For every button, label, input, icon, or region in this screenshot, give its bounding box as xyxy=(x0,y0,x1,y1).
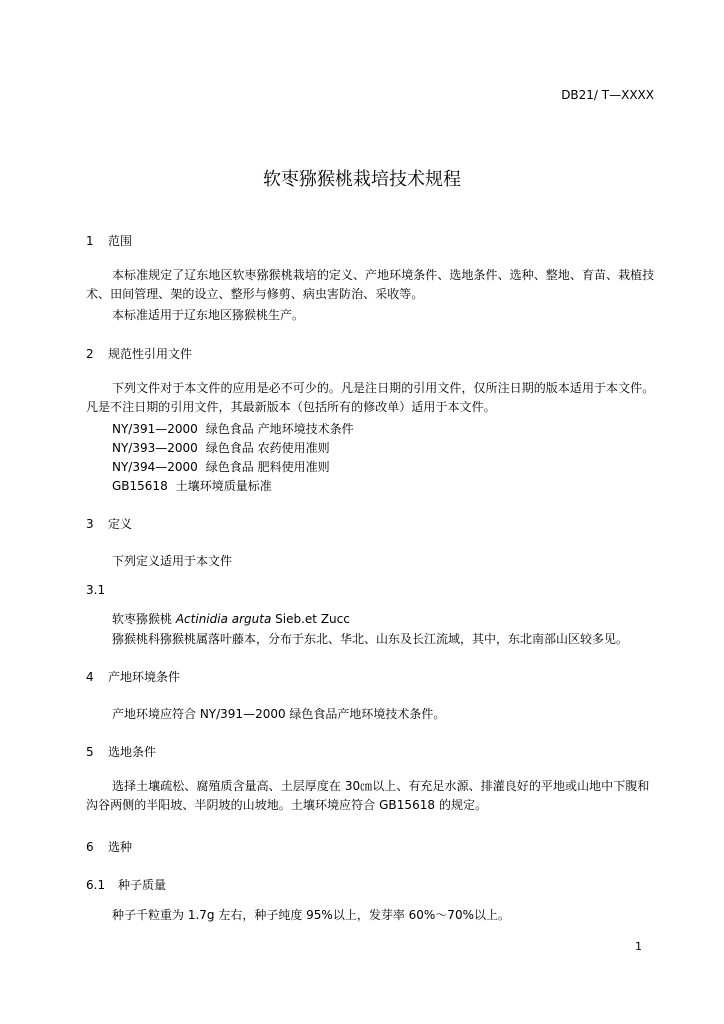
subsection-number: 6.1 xyxy=(86,878,106,892)
subsection-heading-seed-quality xyxy=(86,876,166,893)
section-heading-scope xyxy=(86,232,132,249)
paragraph-environment: 产地环境应符合 NY/391—2000 绿色食品产地环境技术条件。 xyxy=(112,707,446,721)
section-number: 2 xyxy=(86,347,94,361)
term-latin: Actinidia arguta xyxy=(175,612,272,626)
section-number: 3 xyxy=(86,517,94,531)
paragraph-site-selection: 选择土壤疏松、腐殖质含量高、土层厚度在 30㎝以上、有充足水源、排灌良好的平地或山地中下腹和沟谷两侧的半阳坡、半阴坡的山坡地。土壤环境应符合 GB15618 的规定。 xyxy=(86,779,650,812)
section-number: 1 xyxy=(86,234,94,248)
section-heading-site-selection xyxy=(86,743,156,760)
section-title: 规范性引用文件 xyxy=(108,347,193,361)
subsection-number: 3.1 xyxy=(86,583,106,597)
reference-item: NY/393—2000 绿色食品 农药使用准则 xyxy=(112,441,330,455)
paragraph-seed-quality: 种子千粒重为 1.7g 左右，种子纯度 95%以上，发芽率 60%～70%以上。 xyxy=(112,908,510,922)
page-number: 1 xyxy=(635,940,642,953)
paragraph-definitions-intro: 下列定义适用于本文件 xyxy=(112,554,233,568)
document-code: DB21/ T—XXXX xyxy=(561,88,654,102)
reference-item: NY/391—2000 绿色食品 产地环境技术条件 xyxy=(112,422,354,436)
term-definition xyxy=(112,610,350,627)
section-title: 产地环境条件 xyxy=(108,670,181,684)
section-title: 选地条件 xyxy=(108,745,157,759)
paragraph-scope: 本标准规定了辽东地区软枣猕猴桃栽培的定义、产地环境条件、选地条件、选种、整地、育苗、栽植技术、田间管理、架的设立、整形与修剪、病虫害防治、采收等。 xyxy=(86,268,655,301)
term-description: 猕猴桃科猕猴桃属落叶藤本，分布于东北、华北、山东及长江流域，其中，东北南部山区较多见。 xyxy=(112,632,629,646)
term-author: Sieb.et Zucc xyxy=(275,612,350,626)
section-number: 4 xyxy=(86,670,94,684)
reference-item: NY/394—2000 绿色食品 肥料使用准则 xyxy=(112,460,330,474)
section-number: 6 xyxy=(86,840,94,854)
subsection-title: 种子质量 xyxy=(118,878,167,892)
section-heading-environment xyxy=(86,668,180,685)
document-title: 软枣猕猴桃栽培技术规程 xyxy=(263,169,461,190)
section-title: 范围 xyxy=(108,234,133,248)
section-title: 选种 xyxy=(108,840,133,854)
paragraph-references-intro: 下列文件对于本文件的应用是必不可少的。凡是注日期的引用文件，仅所注日期的版本适用于本文件。凡是不注日期的引用文件，其最新版本（包括所有的修改单）适用于本文件。 xyxy=(86,381,655,414)
section-number: 5 xyxy=(86,745,94,759)
section-heading-definitions xyxy=(86,515,132,532)
reference-item: GB15618 土壤环境质量标准 xyxy=(112,479,272,493)
section-heading-normative-references xyxy=(86,345,192,362)
paragraph-scope-applicability: 本标准适用于辽东地区猕猴桃生产。 xyxy=(112,308,305,322)
section-heading-seed-selection xyxy=(86,838,132,855)
section-title: 定义 xyxy=(108,517,133,531)
term-chinese: 软枣猕猴桃 xyxy=(112,612,173,626)
